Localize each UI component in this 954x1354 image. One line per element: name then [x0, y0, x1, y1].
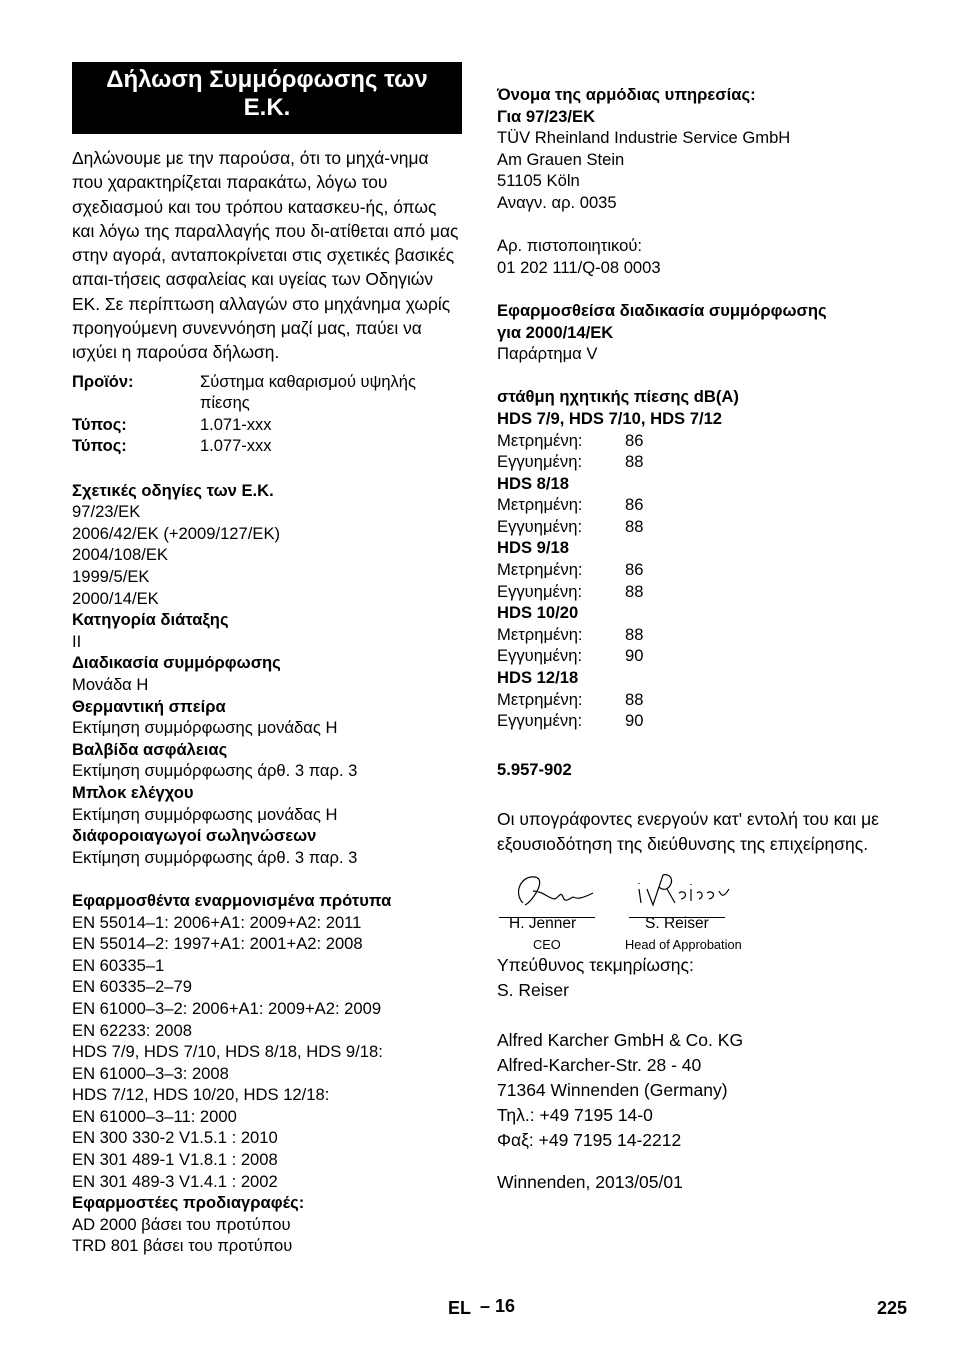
- page-number: 225: [877, 1298, 908, 1318]
- component-value: Εκτίμηση συμμόρφωσης άρθ. 3 παρ. 3: [72, 847, 358, 867]
- doc-responsible-name: S. Reiser: [497, 980, 569, 1000]
- conformity-value: Μονάδα H: [72, 675, 149, 695]
- signatories-text: Οι υπογράφοντες ενεργούν κατ' εντολή του και με εξουσιοδότηση της διεύθυνσης της επιχείρησης.: [497, 809, 879, 854]
- signature-reiser: [635, 869, 735, 915]
- doc-responsible-label: Υπεύθυνος τεκμηρίωσης:: [497, 955, 694, 975]
- standard-item: EN 300 330-2 V1.5.1 : 2010: [72, 1128, 278, 1148]
- product-info: [72, 372, 462, 458]
- guaranteed-label: Εγγυημένη:: [497, 516, 583, 536]
- signer2-role: Head of Approbation: [625, 937, 742, 952]
- noise-heading: στάθμη ηχητικής πίεσης dB(A): [497, 387, 739, 407]
- signature-block: [497, 875, 897, 957]
- product-value: Σύστημα καθαρισμού υψηλής πίεσης: [200, 372, 416, 413]
- measured-value: 88: [625, 624, 644, 644]
- standard-item: EN 61000–3–2: 2006+A1: 2009+A2: 2009: [72, 998, 382, 1018]
- measured-label: Μετρημένη:: [497, 560, 583, 580]
- component-heading: Θερμαντική σπείρα: [72, 696, 226, 716]
- measured-row: [497, 494, 897, 516]
- standard-item: EN 60335–2–79: [72, 977, 192, 997]
- type-row: [72, 436, 462, 458]
- body-line: Αναγν. αρ. 0035: [497, 192, 617, 212]
- noise-models: HDS 12/18: [497, 668, 579, 688]
- type-label: Τύπος:: [72, 437, 127, 456]
- procedure-value: Παράρτημα V: [497, 344, 598, 364]
- noise-models: HDS 10/20: [497, 603, 579, 623]
- procedure-heading-2: για 2000/14/EK: [497, 322, 614, 342]
- measured-value: 86: [625, 560, 644, 580]
- signer1-role: CEO: [533, 937, 561, 952]
- standard-item: HDS 7/12, HDS 10/20, HDS 12/18:: [72, 1085, 330, 1105]
- guaranteed-row: [497, 710, 897, 732]
- category-heading: Κατηγορία διάταξης: [72, 610, 229, 630]
- standard-item: EN 55014–2: 1997+A1: 2001+A2: 2008: [72, 934, 363, 954]
- guaranteed-label: Εγγυημένη:: [497, 646, 583, 666]
- measured-row: [497, 624, 897, 646]
- measured-label: Μετρημένη:: [497, 624, 583, 644]
- body-heading: Όνομα της αρμόδιας υπηρεσίας:: [497, 85, 756, 104]
- guaranteed-value: 88: [625, 581, 644, 601]
- signer2-name: S. Reiser: [645, 915, 709, 932]
- footer-number: – 16: [480, 1296, 516, 1316]
- cert-label: Αρ. πιστοποιητικού:: [497, 236, 643, 256]
- component-value: Εκτίμηση συμμόρφωσης άρθ. 3 παρ. 3: [72, 761, 358, 781]
- footer-lang: EL: [448, 1298, 472, 1318]
- signer1-name: H. Jenner: [509, 915, 577, 932]
- company-line: 71364 Winnenden (Germany): [497, 1080, 728, 1100]
- guaranteed-row: [497, 581, 897, 603]
- spec-item: TRD 801 βάσει του προτύπου: [72, 1236, 293, 1256]
- body-line: 51105 Köln: [497, 171, 580, 191]
- body-line: TÜV Rheinland Industrie Service GmbH: [497, 128, 791, 148]
- noise-models: HDS 8/18: [497, 473, 569, 493]
- company-address: [497, 1028, 897, 1153]
- guaranteed-value: 88: [625, 452, 644, 472]
- directive-item: 2000/14/EK: [72, 588, 159, 608]
- measured-value: 86: [625, 430, 644, 450]
- standard-item: EN 61000–3–3: 2008: [72, 1063, 229, 1083]
- company-line: Alfred Karcher GmbH & Co. KG: [497, 1030, 744, 1050]
- measured-row: [497, 689, 897, 711]
- company-line: Τηλ.: +49 7195 14-0: [497, 1105, 653, 1125]
- cert-number: 01 202 111/Q-08 0003: [497, 257, 661, 277]
- directives-section: [72, 480, 462, 1257]
- standard-item: EN 55014–1: 2006+A1: 2009+A2: 2011: [72, 912, 362, 932]
- guaranteed-value: 88: [625, 516, 644, 536]
- guaranteed-value: 90: [625, 711, 644, 731]
- guaranteed-label: Εγγυημένη:: [497, 452, 583, 472]
- specs-heading: Εφαρμοστέες προδιαγραφές:: [72, 1193, 305, 1213]
- guaranteed-label: Εγγυημένη:: [497, 711, 583, 731]
- signature-jenner: [503, 869, 603, 919]
- left-column: [72, 62, 462, 1257]
- notified-body-section: [497, 84, 897, 781]
- type-row: [72, 415, 462, 437]
- guaranteed-value: 90: [625, 646, 644, 666]
- directive-item: 1999/5/EK: [72, 567, 150, 587]
- component-heading: διάφοροιαγωγοί σωληνώσεων: [72, 826, 317, 846]
- noise-models: HDS 9/18: [497, 538, 569, 558]
- noise-models: HDS 7/9, HDS 7/10, HDS 7/12: [497, 408, 723, 428]
- product-label: Προϊόν:: [72, 372, 134, 391]
- measured-row: [497, 430, 897, 452]
- guaranteed-row: [497, 451, 897, 473]
- directive-item: 2006/42/EK (+2009/127/EK): [72, 523, 281, 543]
- product-row: [72, 372, 462, 415]
- guaranteed-row: [497, 645, 897, 667]
- measured-label: Μετρημένη:: [497, 495, 583, 515]
- guaranteed-label: Εγγυημένη:: [497, 581, 583, 601]
- component-heading: Μπλοκ ελέγχου: [72, 782, 194, 802]
- type-value: 1.071-xxx: [200, 415, 272, 434]
- standard-item: EN 301 489-3 V1.4.1 : 2002: [72, 1171, 278, 1191]
- directive-item: 2004/108/EK: [72, 545, 168, 565]
- type-label: Τύπος:: [72, 415, 127, 434]
- spec-item: AD 2000 βάσει του προτύπου: [72, 1214, 291, 1234]
- component-value: Εκτίμηση συμμόρφωσης μονάδας H: [72, 718, 338, 738]
- doc-number: 5.957-902: [497, 760, 572, 780]
- measured-value: 86: [625, 495, 644, 515]
- standard-item: EN 61000–3–11: 2000: [72, 1106, 237, 1126]
- company-line: Φαξ: +49 7195 14-2212: [497, 1130, 682, 1150]
- standard-item: EN 60335–1: [72, 955, 165, 975]
- place-date: Winnenden, 2013/05/01: [497, 1172, 683, 1192]
- doc-responsible: [497, 953, 897, 1003]
- type-value: 1.077-xxx: [200, 437, 272, 456]
- measured-row: [497, 559, 897, 581]
- intro-paragraph: Δηλώνουμε με την παρούσα, ότι το μηχά-νημα που χαρακτηρίζεται παρακάτω, λόγω του σχεδιασμού και του τρόπου κατασκευ-ής, όπως και λόγω της παραλλαγής που δι-ατίθεται από μας στην αγορά, ανταποκρίνεται στις σχετικές βασικές απαι-τήσεις ασφαλείας και υγείας των Οδηγιών ΕΚ. Σε περίπτωση αλλαγών στο μηχάνημα χωρίς προηγούμενη συνεννόηση μαζί μας, παύει να ισχύει η παρούσα δήλωση.: [72, 148, 459, 363]
- page-title: Δήλωση Συμμόρφωσης των Ε.Κ.: [72, 62, 462, 134]
- standards-heading: Εφαρμοσθέντα εναρμονισμένα πρότυπα: [72, 890, 392, 910]
- procedure-heading: Εφαρμοσθείσα διαδικασία συμμόρφωσης: [497, 300, 827, 320]
- measured-label: Μετρημένη:: [497, 430, 583, 450]
- standard-item: HDS 7/9, HDS 7/10, HDS 8/18, HDS 9/18:: [72, 1042, 383, 1062]
- right-column: [497, 84, 897, 1195]
- directive-item: 97/23/EK: [72, 502, 141, 522]
- measured-value: 88: [625, 689, 644, 709]
- conformity-heading: Διαδικασία συμμόρφωσης: [72, 653, 281, 673]
- standard-item: EN 62233: 2008: [72, 1020, 192, 1040]
- component-value: Εκτίμηση συμμόρφωσης μονάδας H: [72, 804, 338, 824]
- standard-item: EN 301 489-1 V1.8.1 : 2008: [72, 1150, 278, 1170]
- body-line: Am Grauen Stein: [497, 149, 625, 169]
- directives-heading: Σχετικές οδηγίες των Ε.Κ.: [72, 480, 274, 500]
- company-line: Alfred-Karcher-Str. 28 - 40: [497, 1055, 702, 1075]
- component-heading: Βαλβίδα ασφάλειας: [72, 739, 228, 759]
- guaranteed-row: [497, 516, 897, 538]
- body-for: Για 97/23/EK: [497, 106, 596, 126]
- measured-label: Μετρημένη:: [497, 689, 583, 709]
- category-value: II: [72, 631, 82, 651]
